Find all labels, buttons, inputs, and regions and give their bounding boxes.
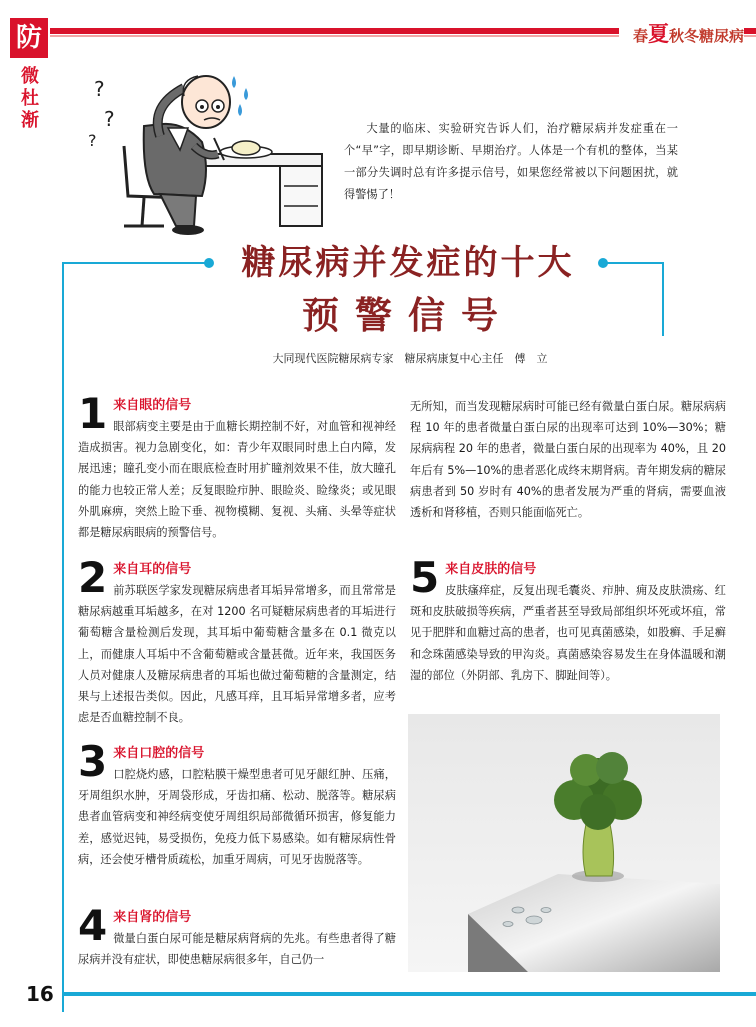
page-number: 16 (26, 982, 54, 1006)
intro-paragraph (344, 118, 678, 206)
section-body: 前苏联医学家发现糖尿病患者耳垢异常增多，而且常常是糖尿病越重耳垢越多，在对 1200 名可疑糖尿病患者的耳垢进行葡萄糖含量检测后发现，其耳垢中葡萄糖含量多在 0.1 微克以上，而健康人耳垢中不含葡萄糖或含量甚微。近年来，我国医务人员对健康人及糖尿病患者的耳垢也做过葡萄糖的含量测定，结果与上述报告类似。因此，凡感耳痒，且耳垢异常增多者，应考虑是否血糖控制不良。 (78, 584, 396, 725)
section-body: 眼部病变主要是由于血糖长期控制不好，对血管和视神经造成损害。视力急剧变化，如：青少年双眼同时患上白内障，发展迅速；瞳孔变小而在眼底检查时用扩瞳剂效果不佳，放大瞳孔的能力也较正常人差；反复眼睑疖肿、眼睑炎、睑缘炎；或见眼外肌麻痹，突然上睑下垂、视物模糊、复视、头痛、头晕等症状都是糖尿病眼病的预警信号。 (78, 420, 396, 540)
svg-text:?: ? (88, 131, 97, 150)
article-title-line1: 糖尿病并发症的十大 (241, 243, 575, 283)
author-byline: 大同现代医院糖尿病专家 糖尿病康复中心主任 傅 立 (272, 352, 548, 365)
section-body: 无所知，而当发现糖尿病时可能已经有微量白蛋白尿。糖尿病病程 10 年的患者微量白蛋白尿的出现率可达到 10%—30%；糖尿病病程 20 年的患者，微量白蛋白尿的出现率为 40%，且 20 年后有 5%—10%的患者恶化成终末期肾病。青年期发病的糖尿病患者到 50 岁时有 40%的患者发展为严重的肾病，需要血液透析和肾移植，否则只能面临死亡。 (410, 400, 726, 520)
header-title-pre: 春 (632, 27, 648, 45)
section-number: 1 (78, 389, 108, 438)
frame-line-left (62, 262, 64, 1012)
column-tag-sub: 微杜渐 (21, 66, 39, 131)
section-ear (78, 553, 396, 728)
section-heading: 来自肾的信号 (113, 910, 192, 925)
section-heading: 来自皮肤的信号 (445, 562, 537, 577)
section-number: 2 (78, 553, 108, 602)
section-eye (78, 389, 396, 543)
section-number: 4 (78, 901, 108, 950)
header-title-post: 秋冬糖尿病 (668, 27, 744, 45)
section-body: 皮肤瘙痒症，反复出现毛囊炎、疖肿、痈及皮肤溃疡、红斑和皮肤破损等疾病，严重者甚至导致局部组织坏死或坏疽，常见于肥胖和血糖过高的患者，也可见真菌感染，如股癣、手足癣和念珠菌感染导致的甲沟炎。真菌感染容易发生在身体温暖和潮湿的部位（外阴部、乳房下、脚趾间等）。 (410, 584, 726, 682)
frame-dot-left (204, 258, 214, 268)
footer-rule (64, 992, 756, 996)
section-body: 微量白蛋白尿可能是糖尿病肾病的先兆。有些患者得了糖尿病并没有症状，即使患糖尿病很多年，自己仍一 (78, 932, 396, 967)
frame-line-top-right (604, 262, 664, 264)
magazine-section-title (619, 18, 744, 50)
svg-text:?: ? (104, 107, 115, 131)
column-tag-main: 防 (10, 18, 48, 58)
section-heading: 来自口腔的信号 (113, 746, 205, 761)
section-mouth (78, 737, 396, 870)
section-number: 3 (78, 737, 108, 786)
worried-man-cartoon (84, 66, 340, 236)
section-number: 5 (410, 553, 440, 602)
article-title-line2: 预警信号 (302, 294, 514, 337)
svg-text:?: ? (94, 77, 105, 101)
header-title-highlight: 夏 (647, 21, 669, 46)
frame-line-right (662, 262, 664, 336)
section-kidney (78, 901, 396, 970)
intro-text: 大量的临床、实验研究告诉人们，治疗糖尿病并发症重在一个“早”字，即早期诊断、早期治疗。人体是一个有机的整体，当某一部分失调时总有许多提示信号，如果您经常被以下问题困扰，就得警惕了！ (344, 122, 678, 201)
section-skin (410, 553, 726, 686)
section-heading: 来自眼的信号 (113, 398, 192, 413)
section-kidney-continued (410, 396, 726, 523)
frame-line-top-left (62, 262, 208, 264)
header-band (50, 18, 756, 50)
section-body: 口腔烧灼感，口腔粘膜干燥型患者可见牙龈红肿、压痛，牙周组织水肿，牙周袋形成，牙齿扣痛、松动、脱落等。糖尿病患者血管病变和神经病变使牙周组织局部微循环损害，修复能力差，感觉迟钝，易受损伤，免疫力低下易感染。如有糖尿病性骨病，还会使牙槽骨质疏松，加重牙周病，可见牙齿脱落等。 (78, 768, 396, 866)
broccoli-photo (408, 714, 720, 972)
section-heading: 来自耳的信号 (113, 562, 192, 577)
